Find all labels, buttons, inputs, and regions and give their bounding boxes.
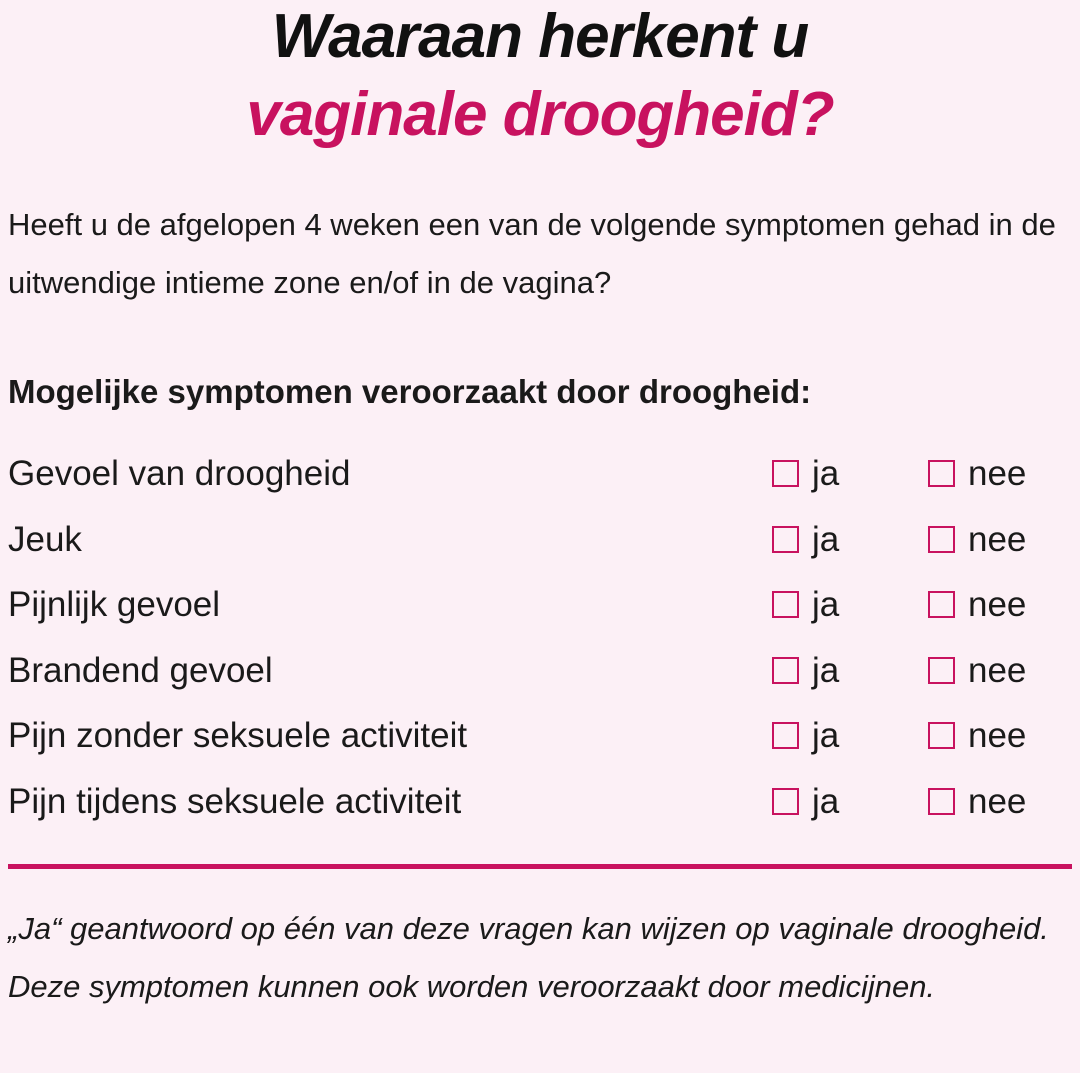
no-option[interactable]: [928, 507, 1026, 572]
no-checkbox[interactable]: [928, 460, 955, 487]
no-label: nee: [968, 650, 1027, 690]
symptom-row: [0, 572, 1080, 638]
yes-option[interactable]: [772, 572, 839, 637]
no-option[interactable]: [928, 769, 1026, 834]
symptom-row: [0, 769, 1080, 835]
title-line-2: vaginale droogheid?: [246, 80, 834, 149]
yes-label: ja: [812, 650, 840, 690]
no-checkbox[interactable]: [928, 591, 955, 618]
symptom-label: Brandend gevoel: [8, 650, 273, 690]
yes-label: ja: [812, 585, 840, 625]
yes-checkbox[interactable]: [772, 591, 799, 618]
title-line-1: Waaraan herkent u: [271, 2, 809, 71]
no-option[interactable]: [928, 441, 1026, 506]
yes-label: ja: [812, 454, 840, 493]
yes-checkbox[interactable]: [772, 526, 799, 553]
divider: [8, 864, 1072, 869]
no-label: nee: [968, 781, 1027, 821]
yes-checkbox[interactable]: [772, 657, 799, 684]
yes-checkbox[interactable]: [772, 722, 799, 749]
yes-option[interactable]: [772, 638, 839, 703]
symptom-row: [0, 703, 1080, 769]
yes-label: ja: [812, 716, 840, 756]
symptom-label: Jeuk: [8, 519, 82, 559]
intro-question: Heeft u de afgelopen 4 weken een van de volgende symptomen gehad in de uitwendige intieme zone en/of in de vagina?: [8, 207, 1056, 300]
no-option[interactable]: [928, 703, 1026, 768]
no-label: nee: [968, 454, 1027, 493]
yes-checkbox[interactable]: [772, 788, 799, 815]
symptom-row: [0, 638, 1080, 704]
yes-label: ja: [812, 519, 840, 559]
symptom-checklist: [0, 441, 1080, 835]
no-checkbox[interactable]: [928, 526, 955, 553]
footnote: „Ja“ geantwoord op één van deze vragen kan wijzen op vaginale droogheid. Deze symptomen kunnen ook worden veroorzaakt door medicijnen.: [8, 911, 1049, 1004]
no-option[interactable]: [928, 572, 1026, 637]
symptom-label: Pijn zonder seksuele activiteit: [8, 716, 468, 756]
yes-label: ja: [812, 781, 840, 821]
no-label: nee: [968, 585, 1027, 625]
symptom-row: [0, 441, 1080, 507]
no-checkbox[interactable]: [928, 657, 955, 684]
no-option[interactable]: [928, 638, 1026, 703]
symptom-label: Pijn tijdens seksuele activiteit: [8, 781, 462, 821]
no-checkbox[interactable]: [928, 722, 955, 749]
symptom-label: Gevoel van droogheid: [8, 454, 351, 493]
no-label: nee: [968, 519, 1027, 559]
yes-option[interactable]: [772, 703, 839, 768]
symptom-row: [0, 507, 1080, 573]
no-label: nee: [968, 716, 1027, 756]
yes-option[interactable]: [772, 507, 839, 572]
symptom-label: Pijnlijk gevoel: [8, 585, 221, 625]
symptoms-heading: Mogelijke symptomen veroorzaakt door droogheid:: [8, 373, 812, 410]
no-checkbox[interactable]: [928, 788, 955, 815]
yes-option[interactable]: [772, 441, 839, 506]
yes-option[interactable]: [772, 769, 839, 834]
yes-checkbox[interactable]: [772, 460, 799, 487]
